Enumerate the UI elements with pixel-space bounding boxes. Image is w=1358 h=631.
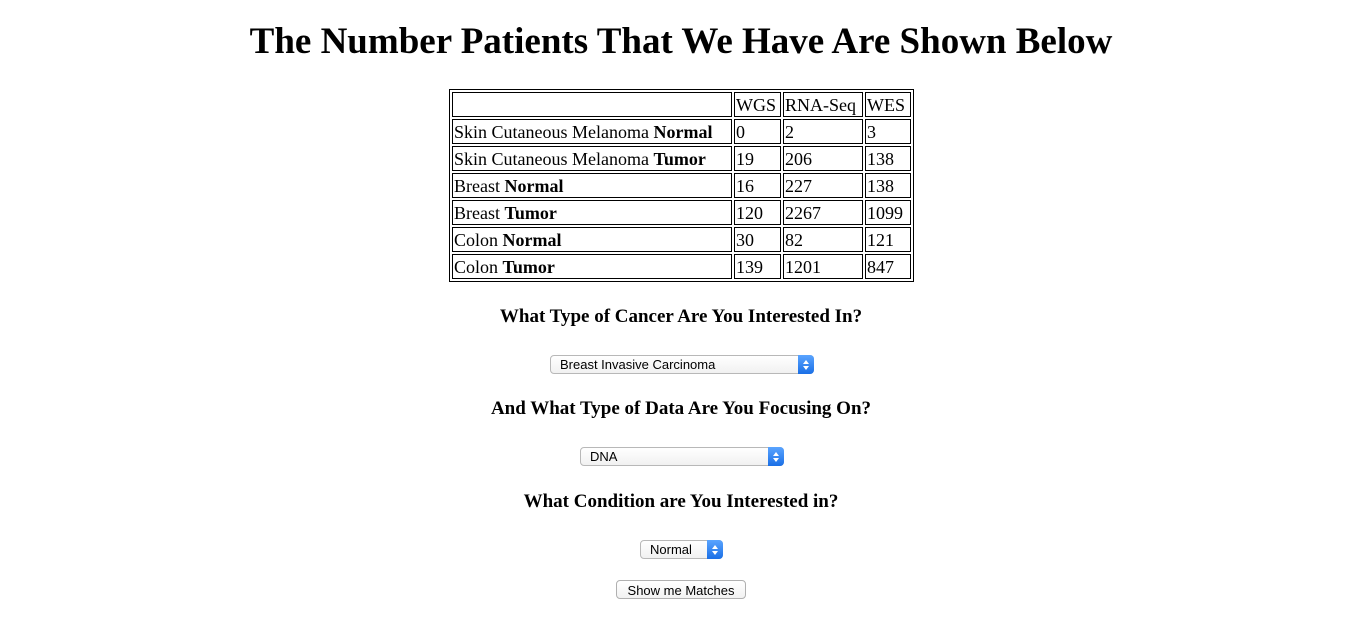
- updown-chevron-icon: [798, 355, 814, 374]
- data-type-question: And What Type of Data Are You Focusing On?: [490, 398, 872, 419]
- header-cell-blank: [452, 92, 732, 117]
- header-cell-wes: WES: [865, 92, 911, 117]
- wgs-cell: 0: [734, 119, 781, 144]
- row-label-plain: Breast: [454, 175, 505, 196]
- patients-table: [449, 89, 914, 282]
- wgs-cell: 16: [734, 173, 781, 198]
- row-label-cell: [452, 227, 732, 252]
- wgs-cell: 139: [734, 254, 781, 279]
- data-type-selected-value: DNA: [590, 449, 618, 464]
- wes-cell: 138: [865, 146, 911, 171]
- wes-cell: 3: [865, 119, 911, 144]
- row-label-plain: Breast: [454, 202, 505, 223]
- table-row: [452, 173, 911, 198]
- cancer-type-question: What Type of Cancer Are You Interested In?: [499, 306, 863, 327]
- row-label-bold: Tumor: [502, 256, 555, 277]
- condition-select[interactable]: [640, 540, 723, 559]
- wgs-cell: 19: [734, 146, 781, 171]
- rna-seq-cell: 206: [783, 146, 863, 171]
- row-label-plain: Colon: [454, 256, 503, 277]
- row-label-bold: Normal: [653, 121, 713, 142]
- patients-table-container: [449, 89, 914, 282]
- rna-seq-cell: 2: [783, 119, 863, 144]
- row-label-cell: [452, 200, 732, 225]
- row-label-bold: Tumor: [653, 148, 706, 169]
- table-row: [452, 119, 911, 144]
- table-header-row: [452, 92, 911, 117]
- row-label-cell: [452, 146, 732, 171]
- data-type-select[interactable]: [580, 447, 784, 466]
- updown-chevron-icon: [768, 447, 784, 466]
- wgs-cell: 30: [734, 227, 781, 252]
- table-row: [452, 200, 911, 225]
- cancer-type-selected-value: Breast Invasive Carcinoma: [560, 357, 716, 372]
- table-row: [452, 146, 911, 171]
- row-label-plain: Skin Cutaneous Melanoma: [454, 121, 654, 142]
- wes-cell: 1099: [865, 200, 911, 225]
- updown-chevron-icon: [707, 540, 723, 559]
- row-label-cell: [452, 173, 732, 198]
- condition-selected-value: Normal: [650, 542, 692, 557]
- wes-cell: 847: [865, 254, 911, 279]
- cancer-type-select[interactable]: [550, 355, 814, 374]
- row-label-plain: Skin Cutaneous Melanoma: [454, 148, 654, 169]
- row-label-plain: Colon: [454, 229, 503, 250]
- rna-seq-cell: 1201: [783, 254, 863, 279]
- condition-question: What Condition are You Interested in?: [523, 491, 839, 512]
- table-row: [452, 254, 911, 279]
- header-cell-wgs: WGS: [734, 92, 781, 117]
- wes-cell: 138: [865, 173, 911, 198]
- rna-seq-cell: 227: [783, 173, 863, 198]
- show-matches-button[interactable]: Show me Matches: [616, 580, 746, 599]
- row-label-cell: [452, 119, 732, 144]
- row-label-bold: Normal: [504, 175, 564, 196]
- rna-seq-cell: 82: [783, 227, 863, 252]
- wes-cell: 121: [865, 227, 911, 252]
- header-cell-rna-seq: RNA-Seq: [783, 92, 863, 117]
- wgs-cell: 120: [734, 200, 781, 225]
- table-row: [452, 227, 911, 252]
- row-label-bold: Tumor: [504, 202, 557, 223]
- page-title: The Number Patients That We Have Are Shown Below: [249, 21, 1113, 62]
- rna-seq-cell: 2267: [783, 200, 863, 225]
- row-label-bold: Normal: [502, 229, 562, 250]
- row-label-cell: [452, 254, 732, 279]
